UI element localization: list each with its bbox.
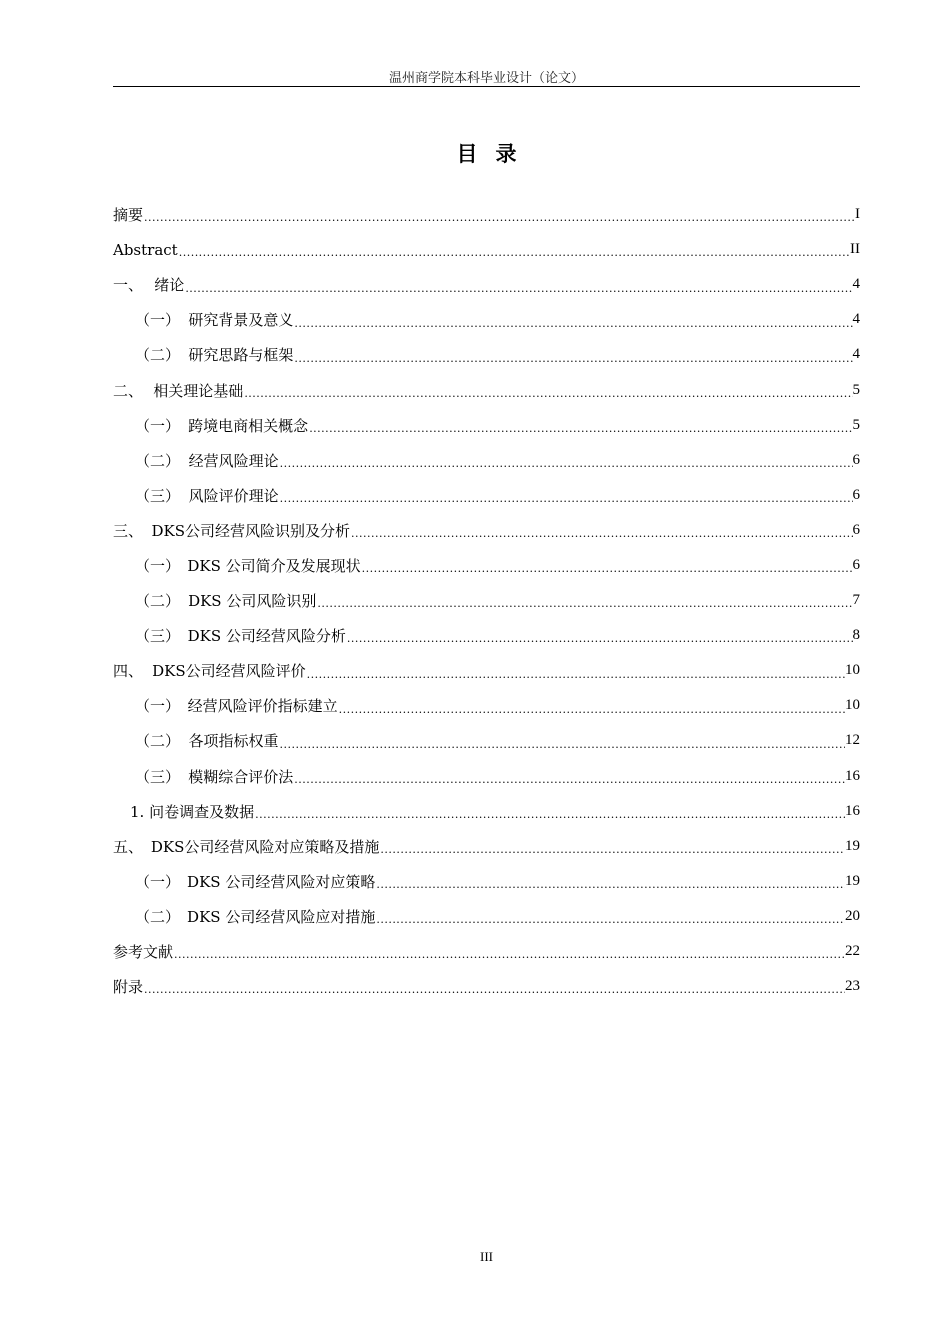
dot-leader <box>279 457 853 471</box>
toc-entry-title: 参考文献 <box>113 943 174 962</box>
toc-entry-number: 一、 <box>113 276 144 295</box>
dot-leader <box>293 317 852 331</box>
dot-leader <box>346 632 853 646</box>
toc-entry-page: 7 <box>852 592 860 609</box>
toc-entry[interactable] <box>113 513 860 548</box>
dot-leader <box>306 668 845 682</box>
toc-entry-title: 绪论 <box>154 276 185 295</box>
toc-entry-title: 相关理论基础 <box>153 381 244 400</box>
toc-entry[interactable] <box>113 969 860 1004</box>
toc-entry-page: 16 <box>845 767 860 784</box>
toc-entry-title: 研究背景及意义 <box>188 311 294 330</box>
toc-entry-title: DKS公司经营风险识别及分析 <box>151 521 350 540</box>
toc-entry-page: I <box>855 206 860 223</box>
dot-leader <box>350 527 853 541</box>
toc-entry-number: （二） <box>135 907 181 926</box>
toc-entry[interactable] <box>113 337 860 372</box>
dot-leader <box>293 773 845 787</box>
toc-entry[interactable] <box>113 618 860 653</box>
dot-leader <box>293 352 852 366</box>
toc-entry[interactable] <box>113 653 860 688</box>
toc-entry-title: 经营风险理论 <box>188 451 279 470</box>
toc-entry-page: 4 <box>852 276 860 293</box>
dot-leader <box>308 422 852 436</box>
toc-entry-number: （二） <box>135 451 181 470</box>
toc-entry-page: 8 <box>852 627 860 644</box>
toc-entry-title: DKS 公司经营风险对应策略 <box>187 872 376 891</box>
toc-entry-page: 4 <box>852 346 860 363</box>
page-number: III <box>480 1249 493 1264</box>
toc-entry[interactable] <box>113 864 860 899</box>
toc-entry-title: 各项指标权重 <box>188 732 279 751</box>
toc-entry-number: （三） <box>135 767 181 786</box>
toc-entry[interactable] <box>113 232 860 267</box>
toc-entry[interactable] <box>113 934 860 969</box>
toc-entry-page: 6 <box>852 521 860 538</box>
toc-entry-number: （二） <box>135 592 181 611</box>
dot-leader <box>375 878 845 892</box>
toc-entry-title: 摘要 <box>113 206 144 225</box>
toc-entry-title: 1. 问卷调查及数据 <box>130 802 255 821</box>
toc-entry[interactable] <box>113 899 860 934</box>
toc-entry-page: 6 <box>852 486 860 503</box>
toc-entry[interactable] <box>113 408 860 443</box>
dot-leader <box>338 703 845 717</box>
toc-entry-title: 模糊综合评价法 <box>188 767 294 786</box>
toc-entry-number: 二、 <box>113 381 144 400</box>
toc-entry-page: 12 <box>845 732 860 749</box>
toc-entry-page: 6 <box>852 451 860 468</box>
toc-entry-page: 20 <box>845 907 860 924</box>
toc-entry-number: （一） <box>135 872 181 891</box>
toc-entry-number: 五、 <box>113 837 144 856</box>
toc-entry-number: （三） <box>135 486 181 505</box>
toc-entry-title: Abstract <box>113 240 178 259</box>
toc-entry[interactable] <box>113 794 860 829</box>
toc-entry-page: 5 <box>852 381 860 398</box>
toc-entry-number: （一） <box>135 416 181 435</box>
toc-entry-number: （一） <box>135 556 181 575</box>
header-rule <box>113 86 860 87</box>
toc-entry-number: 三、 <box>113 521 144 540</box>
toc-entry-title: 风险评价理论 <box>188 486 279 505</box>
toc-entry[interactable] <box>113 197 860 232</box>
toc-entry-number: （一） <box>135 311 181 330</box>
toc-entry-page: II <box>850 241 860 258</box>
page-title: 目录 <box>456 142 535 166</box>
toc-entry-title: DKS 公司简介及发展现状 <box>187 556 361 575</box>
dot-leader <box>254 808 845 822</box>
toc-entry-page: 4 <box>852 311 860 328</box>
dot-leader <box>173 948 845 962</box>
toc-entry-page: 22 <box>845 943 860 960</box>
toc-entry[interactable] <box>113 372 860 407</box>
toc-entry-title: 经营风险评价指标建立 <box>187 697 338 716</box>
toc-entry-page: 19 <box>845 872 860 889</box>
table-of-contents <box>113 197 860 1004</box>
dot-leader <box>178 246 850 260</box>
dot-leader <box>279 492 853 506</box>
toc-entry-page: 6 <box>852 556 860 573</box>
toc-entry[interactable] <box>113 302 860 337</box>
dot-leader <box>361 562 853 576</box>
dot-leader <box>375 913 845 927</box>
toc-entry[interactable] <box>113 688 860 723</box>
dot-leader <box>379 843 845 857</box>
toc-entry-number: （一） <box>135 697 181 716</box>
toc-entry-number: 四、 <box>113 662 144 681</box>
toc-entry-page: 10 <box>845 662 860 679</box>
toc-entry-title: DKS 公司经营风险分析 <box>187 627 346 646</box>
toc-entry-page: 23 <box>845 978 860 995</box>
toc-entry-page: 16 <box>845 802 860 819</box>
toc-entry[interactable] <box>113 829 860 864</box>
toc-entry-title: 研究思路与框架 <box>188 346 294 365</box>
running-header: 温州商学院本科毕业设计（论文） <box>388 71 584 86</box>
toc-entry[interactable] <box>113 583 860 618</box>
dot-leader <box>143 211 855 225</box>
toc-entry[interactable] <box>113 478 860 513</box>
toc-entry[interactable] <box>113 267 860 302</box>
toc-entry[interactable] <box>113 548 860 583</box>
dot-leader <box>316 597 852 611</box>
dot-leader <box>279 738 845 752</box>
toc-entry-title: DKS 公司经营风险应对措施 <box>187 907 376 926</box>
toc-entry-page: 5 <box>852 416 860 433</box>
toc-entry-title: DKS公司经营风险对应策略及措施 <box>150 837 380 856</box>
toc-entry-title: DKS公司经营风险评价 <box>152 662 306 681</box>
dot-leader <box>243 387 852 401</box>
toc-entry-number: （二） <box>135 346 181 365</box>
toc-entry[interactable] <box>113 723 860 758</box>
toc-entry-title: 附录 <box>113 978 144 997</box>
toc-entry[interactable] <box>113 759 860 794</box>
dot-leader <box>184 282 852 296</box>
toc-entry-title: 跨境电商相关概念 <box>188 416 309 435</box>
toc-entry-number: （三） <box>135 627 181 646</box>
toc-entry-number: （二） <box>135 732 181 751</box>
toc-entry-page: 10 <box>845 697 860 714</box>
toc-entry-title: DKS 公司风险识别 <box>188 592 317 611</box>
toc-entry-page: 19 <box>845 837 860 854</box>
toc-entry[interactable] <box>113 443 860 478</box>
dot-leader <box>143 983 845 997</box>
